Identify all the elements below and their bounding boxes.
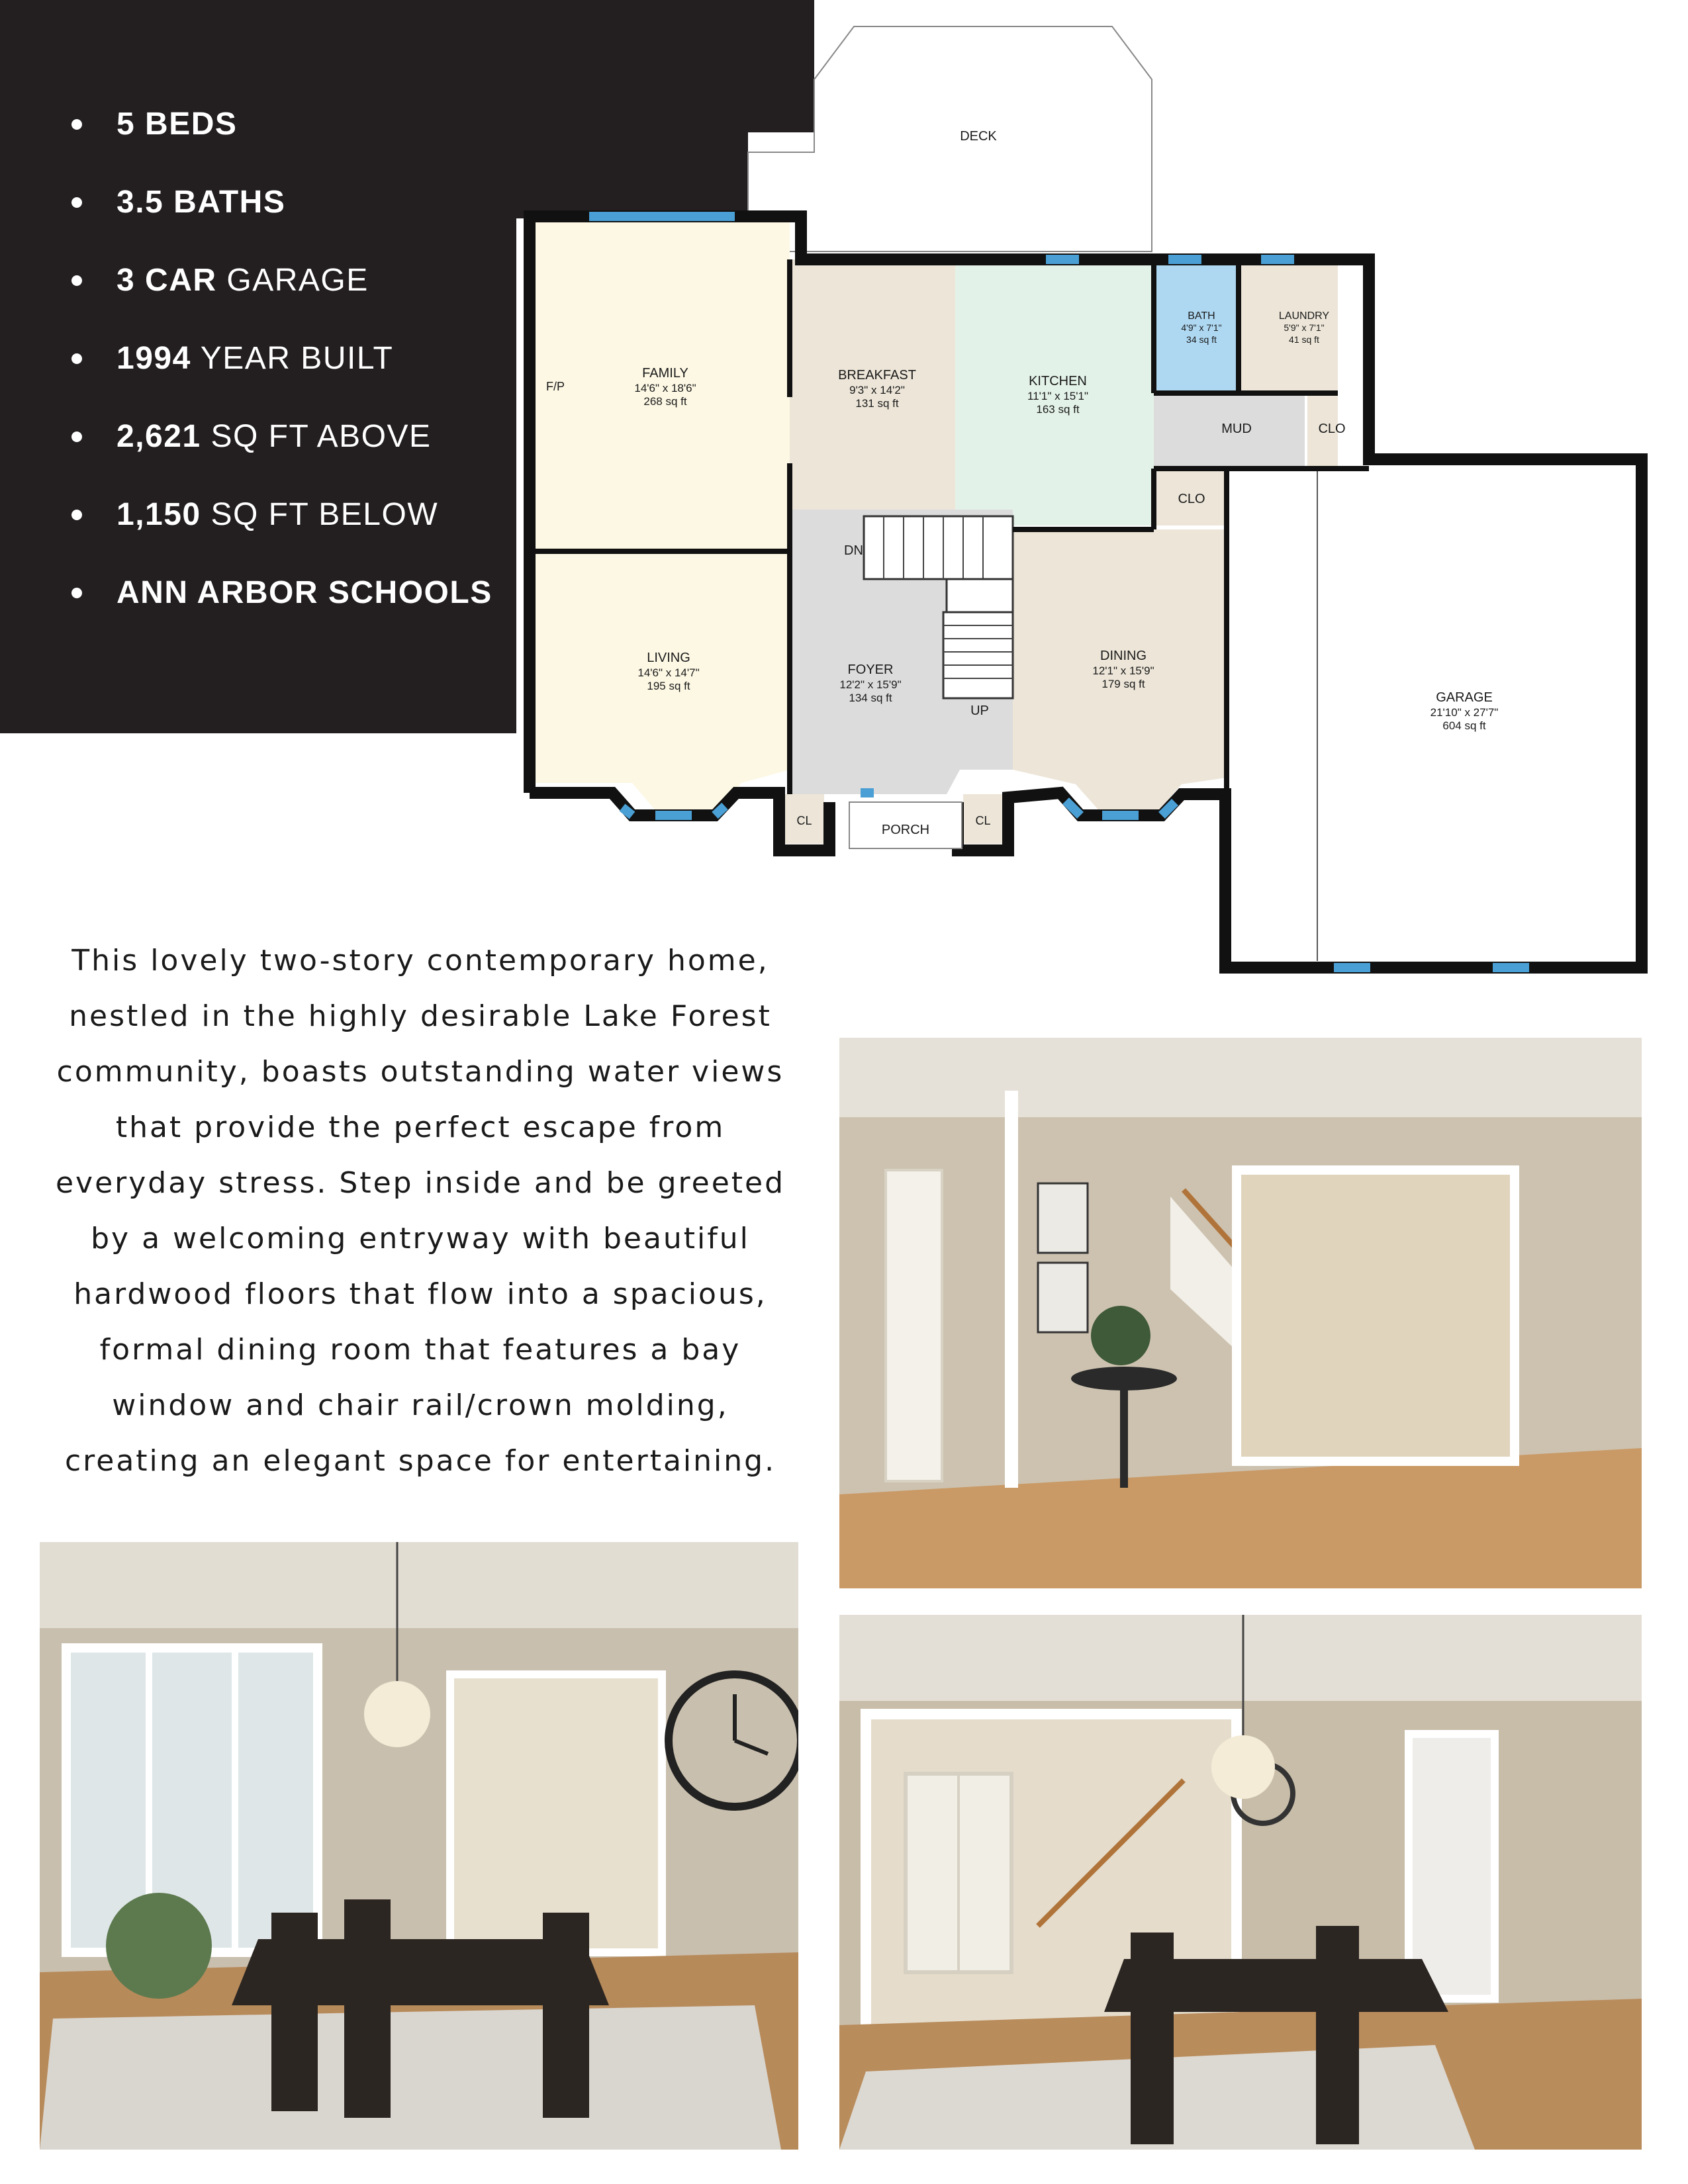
bath-area: 34 sq ft [1186,334,1217,345]
breakfast-dims: 9'3" x 14'2" [849,384,905,396]
feature-item: ANN ARBOR SCHOOLS [74,561,492,639]
family-label: FAMILY [642,366,688,381]
feature-item: 3 CAR GARAGE [74,249,492,327]
photo-dining-foyer [839,1615,1642,2150]
feature-item: 1,150 SQ FT BELOW [74,483,492,561]
foyer-area: 134 sq ft [849,692,892,704]
living-dims: 14'6" x 14'7" [637,666,700,679]
dining-label: DINING [1100,649,1147,663]
photo-dining-bay [40,1542,798,2150]
family-area: 268 sq ft [643,395,687,408]
kitchen-area: 163 sq ft [1036,403,1080,416]
breakfast-label: BREAKFAST [838,368,916,383]
feature-item: 2,621 SQ FT ABOVE [74,405,492,483]
family-dims: 14'6" x 18'6" [634,382,696,394]
feature-item: 5 BEDS [74,93,492,171]
cl-right-label: CL [975,814,991,827]
living-area: 195 sq ft [647,680,690,692]
photo-foyer [839,1038,1642,1588]
mud-label: MUD [1221,422,1252,436]
laundry-label: LAUNDRY [1278,310,1330,322]
bath-label: BATH [1188,310,1215,322]
laundry-area: 41 sq ft [1289,334,1319,345]
garage-label: GARAGE [1436,690,1493,705]
stairs-dn-label: DN [844,543,863,558]
stairs-down [864,516,1013,579]
property-description: This lovely two-story contemporary home, nestled in the highly desirable Lake Forest community, boasts outstanding water views that provide the perfect escape from everyday stress. Step inside and be greeted by a welcoming entryway with beautiful hardwood floors that flow into a spacious, formal dining room that features a bay window and chair rail/crown molding, creating an elegant space for entertaining. [55,944,786,1478]
deck-outline [748,26,1152,251]
feature-list [74,93,492,639]
foyer-label: FOYER [847,662,894,677]
dining-dims: 12'1" x 15'9" [1092,664,1154,677]
feature-item: 3.5 BATHS [74,171,492,249]
fireplace-label: F/P [546,380,565,393]
cl-left-label: CL [796,814,812,827]
breakfast-area: 131 sq ft [855,397,899,410]
dining-area: 179 sq ft [1102,678,1145,690]
laundry-dims: 5'9" x 7'1" [1284,322,1325,333]
clo-label-2: CLO [1178,492,1205,506]
bath-dims: 4'9" x 7'1" [1181,322,1222,333]
porch-label: PORCH [881,823,930,837]
kitchen-label: KITCHEN [1029,374,1087,388]
kitchen-dims: 11'1" x 15'1" [1027,390,1088,402]
stairs-up-label: UP [970,704,989,718]
deck-label: DECK [960,129,997,144]
garage-dims: 21'10" x 27'7" [1430,706,1499,719]
clo-label: CLO [1318,422,1346,436]
floor-plan [516,20,1655,979]
foyer-dims: 12'2" x 15'9" [839,678,902,691]
feature-item: 1994 YEAR BUILT [74,327,492,405]
garage-area: 604 sq ft [1442,719,1486,732]
living-label: LIVING [647,651,690,665]
